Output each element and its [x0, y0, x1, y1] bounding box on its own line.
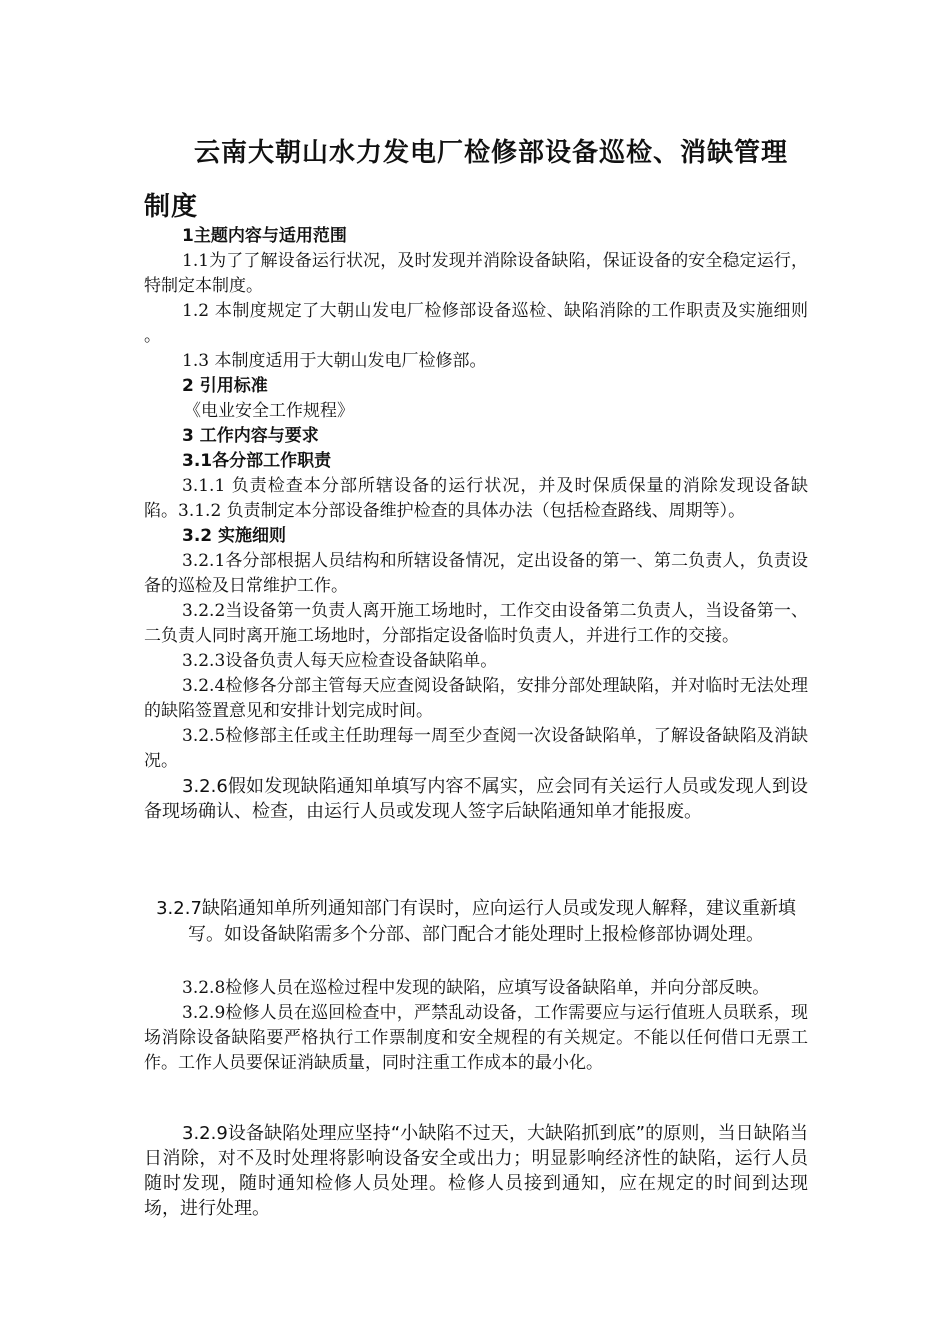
- section-2-heading: 2 引用标准: [182, 376, 268, 396]
- paragraph-3-2-3: 3.2.3设备负责人每天应检查设备缺陷单。: [182, 651, 498, 671]
- paragraph-1-3: 1.3 本制度适用于大朝山发电厂检修部。: [182, 351, 487, 371]
- section-3-2-9b-block: [144, 1121, 808, 1221]
- section-3-2-heading: 3.2 实施细则: [182, 526, 287, 546]
- paragraph-3-2-1: 3.2.1各分部根据人员结构和所辖设备情况，定出设备的第一、第二负责人，负责设备的巡检及日常维护工作。: [144, 551, 808, 596]
- paragraph-3-1: 3.1.1 负责检查本分部所辖设备的运行状况，并及时保质保量的消除发现设备缺陷。3.1.2 负责制定本分部设备维护检查的具体办法（包括检查路线、周期等）。: [144, 476, 808, 521]
- reference-standard: 《电业安全工作规程》: [184, 401, 354, 421]
- paragraph-3-2-2: 3.2.2当设备第一负责人离开施工场地时，工作交由设备第二负责人，当设备第一、二负责人同时离开施工场地时，分部指定设备临时负责人，并进行工作的交接。: [144, 601, 808, 646]
- paragraph-3-2-4: 3.2.4检修各分部主管每天应查阅设备缺陷，安排分部处理缺陷，并对临时无法处理的缺陷签置意见和安排计划完成时间。: [144, 676, 808, 721]
- paragraph-1-2: 1.2 本制度规定了大朝山发电厂检修部设备巡检、缺陷消除的工作职责及实施细则 。: [144, 301, 808, 346]
- section-3-heading: 3 工作内容与要求: [182, 426, 319, 446]
- paragraph-3-2-7: 3.2.7缺陷通知单所列通知部门有误时，应向运行人员或发现人解释，建议重新填写。如设备缺陷需多个分部、部门配合才能处理时上报检修部协调处理。: [156, 898, 796, 945]
- paragraph-3-2-9b: 3.2.9设备缺陷处理应坚持“小缺陷不过天，大缺陷抓到底”的原则，当日缺陷当日消除，对不及时处理将影响设备安全或出力；明显影响经济性的缺陷，运行人员随时发现，随时通知检修人员处理。检修人员接到通知，应在规定的时间到达现场，进行处理。: [144, 1123, 808, 1219]
- section-1-heading: 1主题内容与适用范围: [182, 226, 347, 246]
- section-3-1-heading: 3.1各分部工作职责: [182, 451, 332, 471]
- paragraph-3-2-5: 3.2.5检修部主任或主任助理每一周至少查阅一次设备缺陷单，了解设备缺陷及消缺况。: [144, 726, 808, 771]
- paragraph-1-1: 1.1为了了解设备运行状况，及时发现并消除设备缺陷，保证设备的安全稳定运行，特制定本制度。: [144, 251, 808, 296]
- section-3-2-7-block: [144, 896, 808, 948]
- paragraph-3-2-8: 3.2.8检修人员在巡检过程中发现的缺陷，应填写设备缺陷单，并向分部反映。: [182, 978, 770, 998]
- section-1-block: [144, 224, 808, 824]
- section-3-2-8-block: [144, 976, 808, 1076]
- document-title: 云南大朝山水力发电厂检修部设备巡检、消缺管理制度: [144, 138, 789, 222]
- paragraph-3-2-6: 3.2.6假如发现缺陷通知单填写内容不属实，应会同有关运行人员或发现人到设备现场确认、检查，由运行人员或发现人签字后缺陷通知单才能报废。: [144, 776, 808, 822]
- paragraph-3-2-9a: 3.2.9检修人员在巡回检查中，严禁乱动设备，工作需要应与运行值班人员联系，现场消除设备缺陷要严格执行工作票制度和安全规程的有关规定。不能以任何借口无票工作。工作人员要保证消缺质量，同时注重工作成本的最小化。: [144, 1003, 808, 1073]
